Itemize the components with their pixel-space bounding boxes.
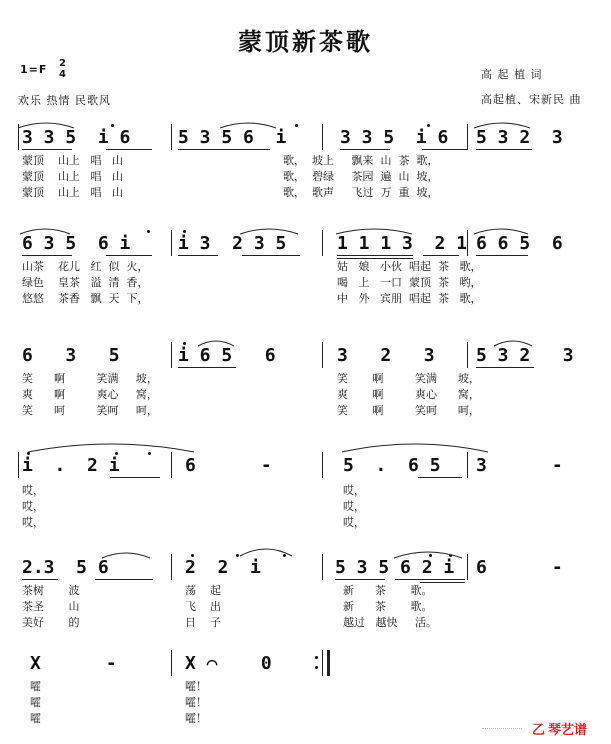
measure-12: 5 3 2 3 [476,345,574,366]
beam-underline [420,582,465,583]
beam-underline [110,477,160,478]
measure-22: X ⌒ 0 [185,653,272,674]
lyric-verse-1a: 蒙顶 山上 唱 山 [22,154,123,167]
high-octave-dot [111,124,114,127]
lyric-verse-2b: 飞 出 [185,600,221,613]
repeat-dot [315,666,318,669]
measure-16: 3 - [476,455,563,476]
barline [467,452,468,478]
high-octave-dot [427,124,430,127]
barline [322,452,323,478]
time-signature-top: 2 [59,58,67,69]
slur [472,120,532,130]
measure-20: 6 - [476,557,563,578]
beam-underline [178,255,218,256]
beam-underline [476,367,534,368]
barline [467,124,468,150]
lyric-verse-2a: 哎， [22,500,44,513]
measure-13: i . 2 i [22,455,120,476]
lyric-verse-1a: 哎， [22,484,44,497]
slur [196,338,236,348]
lyric-verse-1b: 嚯！ [185,680,207,693]
beam-underline [418,477,462,478]
slur [16,120,76,130]
lyric-verse-3b: 嚯！ [185,712,207,725]
beam-underline [106,149,152,150]
beam-underline [22,149,72,150]
watermark-logo-icon: 乙 [532,723,546,738]
lyric-verse-3b: 哎， [343,516,365,529]
slur [238,226,300,236]
high-octave-dot [191,554,194,557]
measure-1: 3 3 5 i 6 [22,127,131,148]
barline [18,452,19,478]
high-octave-dot [115,452,118,455]
high-octave-dot [27,452,30,455]
lyric-verse-2b: 歌， 碧绿 茶园 遍 山 坡， [283,170,439,183]
beam-underline [22,255,72,256]
measure-14: 6 - [185,455,272,476]
barline [467,230,468,256]
lyric-verse-3a: 蒙顶 山上 唱 山 [22,186,123,199]
lyric-verse-1b: 笑 啊 笑满 坡， [337,372,480,385]
measure-19: 5 3 5 6 2 i [335,557,455,578]
beam-underline [476,149,532,150]
barline [171,230,172,256]
slur [218,120,278,130]
lyric-verse-2a: 嚯 [30,696,41,709]
high-octave-dot [147,230,150,233]
high-octave-dot [295,124,298,127]
measure-3: 3 3 5 i 6 [340,127,449,148]
measure-9: 6 3 5 [22,345,120,366]
barline [322,124,323,150]
beam-underline [22,579,58,580]
beam-underline [95,579,153,580]
lyric-verse-2a: 爽 啊 爽心 窝， [22,388,158,401]
beam-underline [395,579,465,580]
measure-8: 6 6 5 6 [476,233,563,254]
lyric-verse-2a: 蒙顶 山上 唱 山 [22,170,123,183]
lyric-verse-3b: 笑 啊 笑呵 呵， [337,404,480,417]
measure-15: 5 . 6 5 [343,455,441,476]
lyric-verse-1a: 嚯 [30,680,41,693]
lyric-verse-3a: 哎， [22,516,44,529]
beam-underline [242,255,300,256]
repeat-dot [315,656,318,659]
measure-2: 5 3 5 6 i [178,127,287,148]
lyric-verse-3a: 嚯 [30,712,41,725]
slur [492,338,534,348]
barline [171,650,172,676]
lyric-verse-3a: 笑 呵 笑呵 呵， [22,404,158,417]
beam-underline [423,255,459,256]
measure-17: 2.3 5 6 [22,557,109,578]
beam-underline [106,255,152,256]
beam-underline [476,255,528,256]
style-marking: 欢乐 热情 民歌风 [18,94,111,107]
watermark-text: 琴艺谱 [548,723,588,738]
measure-4: 5 3 2 3 [476,127,563,148]
barline [171,124,172,150]
lyric-verse-1b: 荡 起 [185,584,221,597]
measure-21: X - [30,653,117,674]
lyric-verse-2b: 喝 上 一口 蒙顶 茶 哟， [337,276,482,289]
lyric-verse-1b: 姑 娘 小伙 唱起 茶 歌， [337,260,482,273]
lyric-verse-1a: 茶树 波 [22,584,80,597]
watermark-dots [482,718,522,729]
barline [322,230,323,256]
composer-credit: 高起植、宋新民 曲 [481,93,582,106]
high-octave-dot [183,230,186,233]
measure-7: 1 1 1 3 2 1 [337,233,468,254]
lyric-verse-3a: 悠悠 茶香 飘 天 下， [22,292,149,305]
lyric-verse-3b: 中 外 宾朋 唱起 茶 歌， [337,292,482,305]
beam-underline [337,255,413,256]
slur [334,226,414,236]
lyric-verse-1c: 新 茶 歌。 [343,584,433,597]
lyric-verse-2b: 哎， [343,500,365,513]
lyric-verse-2b: 嚯！ [185,696,207,709]
high-octave-dot [183,342,186,345]
lyric-verse-1b: 哎， [343,484,365,497]
measure-5: 6 3 5 6 i [22,233,131,254]
slur [472,226,530,236]
slur [100,550,152,560]
barline [322,342,323,368]
slur [238,544,294,558]
lyric-verse-2a: 绿色 皇茶 溢 清 香， [22,276,149,289]
barline [322,650,323,676]
barline [467,342,468,368]
lyric-verse-2b: 爽 啊 爽心 窝， [337,388,480,401]
beam-underline [178,367,236,368]
lyric-verse-1b: 歌， 坡上 飘来 山 茶 歌， [283,154,439,167]
time-signature-bottom: 4 [59,69,67,80]
lyric-verse-1a: 笑 啊 笑满 坡， [22,372,158,385]
final-barline [327,650,330,676]
lyricist-credit: 高 起 植 词 [481,68,543,81]
beam-underline [422,149,468,150]
lyric-verse-1a: 山茶 花儿 红 似 火， [22,260,149,273]
beam-underline [335,579,385,580]
beam-underline [337,258,413,259]
beam-underline [340,149,390,150]
slur [18,226,72,236]
measure-10: i 6 5 6 [178,345,276,366]
lyric-verse-3c: 越过 越快 活。 [343,616,437,629]
song-title: 蒙顶新茶歌 [238,28,373,56]
barline [467,554,468,580]
measure-6: i 3 2 3 5 [178,233,287,254]
beam-underline [178,149,270,150]
barline [322,554,323,580]
high-octave-dot [148,452,151,455]
lyric-verse-3b: 日 子 [185,616,221,629]
lyric-verse-3b: 歌， 歌声 飞过 万 重 坡， [283,186,439,199]
slur [392,548,464,560]
barline [171,554,172,580]
key-signature: 1=F [20,63,48,76]
lyric-verse-2c: 新 茶 歌。 [343,600,433,613]
lyric-verse-3a: 美好 的 [22,616,80,629]
measure-18: 2 2 i [185,557,261,578]
barline [171,342,172,368]
barline [171,452,172,478]
measure-11: 3 2 3 [337,345,435,366]
lyric-verse-2a: 茶圣 山 [22,600,80,613]
